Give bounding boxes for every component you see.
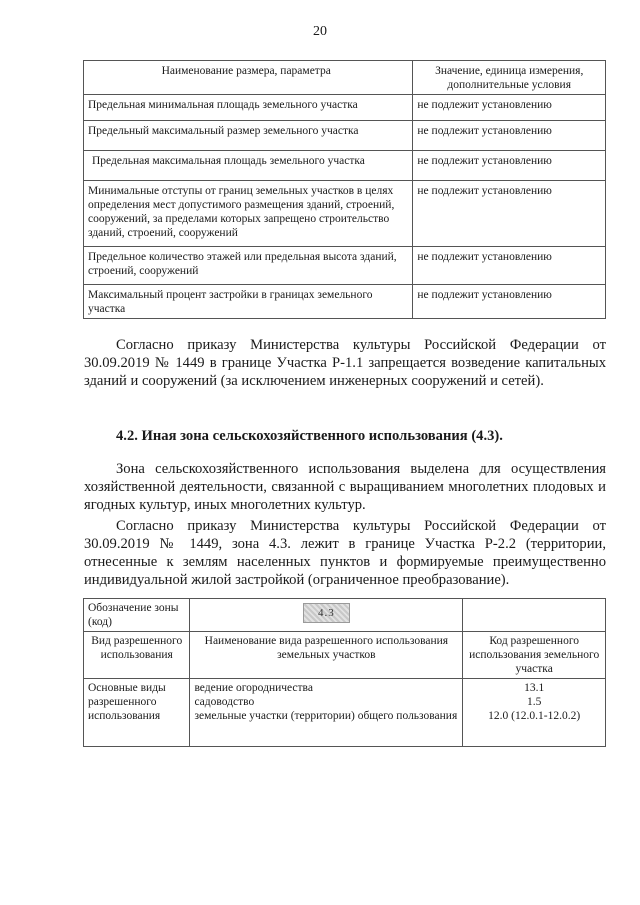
zone-code-cell [190, 599, 463, 632]
use-codes [463, 679, 606, 747]
use-group-label: Основные виды разрешенного использования [84, 679, 190, 747]
paragraph-order-2 [84, 517, 606, 589]
parameter-name: Предельный максимальный размер земельного участка [84, 121, 413, 151]
parameter-value: не подлежит установлению [413, 247, 606, 285]
paragraph-zone-description [84, 460, 606, 514]
table-row [84, 247, 606, 285]
zone-code-empty-cell [463, 599, 606, 632]
paragraph-order-1 [84, 336, 606, 390]
parameters-header-value: Значение, единица измерения, дополнительные условия [413, 61, 606, 95]
table-row [84, 121, 606, 151]
parameter-name: Минимальные отступы от границ земельных участков в целях определения мест допустимого размещения зданий, строений, сооружений, за пределами которых запрещено строительство зданий, строений, сооружений [84, 181, 413, 247]
parameter-value: не подлежит установлению [413, 285, 606, 319]
paragraph-order-1-text: Согласно приказу Министерства культуры Российской Федерации от 30.09.2019 № 1449 в границе Участка Р-1.1 запрещается возведение капитальных зданий и сооружений (за исключением инженерных сооружений и сетей). [84, 337, 606, 389]
parameters-table-header [84, 61, 606, 95]
parameter-value: не подлежит установлению [413, 121, 606, 151]
use-names [190, 679, 463, 747]
list-item: земельные участки (территории) общего пользования [194, 710, 458, 722]
parameter-name: Предельная минимальная площадь земельного участка [84, 95, 413, 121]
parameter-name: Максимальный процент застройки в границах земельного участка [84, 285, 413, 319]
parameter-name: Предельное количество этажей или предельная высота зданий, строений, сооружений [84, 247, 413, 285]
list-item: 1.5 [526, 696, 542, 708]
parameters-header-name: Наименование размера, параметра [84, 61, 413, 95]
zone-table [83, 598, 606, 747]
list-item: 12.0 (12.0.1-12.0.2) [488, 710, 581, 722]
list-item: ведение огородничества [194, 682, 313, 694]
table-row [84, 181, 606, 247]
paragraph-order-2-text: Согласно приказу Министерства культуры Российской Федерации от 30.09.2019 № 1449, зона 4.3. лежит в границе Участка Р-2.2 (территории, отнесенные к землям населенных пунктов и формируемые преимущественно индивидуальной жилой застройкой (ограниченное преобразование). [84, 518, 606, 588]
zone-column-use-code: Код разрешенного использования земельного участка [463, 632, 606, 679]
parameter-value: не подлежит установлению [413, 181, 606, 247]
parameter-name: Предельная максимальная площадь земельного участка [84, 151, 413, 181]
parameter-value: не подлежит установлению [413, 95, 606, 121]
section-heading: 4.2. Иная зона сельскохозяйственного использования (4.3). [116, 428, 503, 444]
parameter-value: не подлежит установлению [413, 151, 606, 181]
parameters-table [83, 60, 606, 319]
list-item: садоводство [194, 696, 255, 708]
page-number: 20 [313, 24, 327, 39]
zone-column-use-type: Вид разрешенного использования [84, 632, 190, 679]
list-item: 13.1 [524, 682, 545, 694]
zone-columns-row [84, 632, 606, 679]
zone-code: 4.3 [303, 603, 350, 623]
table-row [84, 95, 606, 121]
table-row [84, 151, 606, 181]
table-row [84, 285, 606, 319]
table-row [84, 679, 606, 747]
zone-column-use-name: Наименование вида разрешенного использования земельных участков [190, 632, 463, 679]
zone-label: Обозначение зоны (код) [84, 599, 190, 632]
paragraph-zone-description-text: Зона сельскохозяйственного использования выделена для осуществления хозяйственной деятельности, связанной с выращиванием многолетних плодовых и ягодных культур, иных многолетних культур. [84, 461, 606, 513]
zone-code-row [84, 599, 606, 632]
